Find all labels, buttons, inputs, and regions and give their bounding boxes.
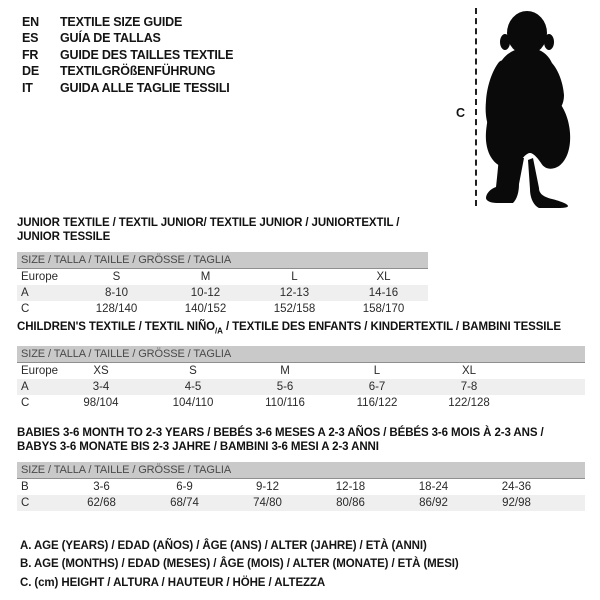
row-label-cell: Europe — [21, 365, 59, 378]
table-row-age — [17, 379, 585, 395]
children-title-sub: /A — [215, 326, 223, 336]
row-label-cell: C — [21, 303, 30, 315]
table-row-europe — [17, 363, 585, 379]
value-cell: 24-36 — [501, 481, 532, 493]
language-row-es — [22, 30, 233, 46]
value-cell: 10-12 — [190, 287, 221, 299]
value-cell: 3-4 — [92, 381, 110, 394]
language-row-en — [22, 14, 233, 30]
value-cell: 152/158 — [273, 303, 316, 315]
value-cell: 4-5 — [184, 381, 202, 394]
junior-size-table — [17, 269, 428, 317]
guide-title-es: GUÍA DE TALLAS — [60, 31, 161, 46]
size-cell: L — [291, 271, 298, 283]
value-cell: 8-10 — [104, 287, 129, 299]
baby-silhouette-icon — [483, 8, 575, 208]
value-cell: 9-12 — [255, 481, 280, 493]
baby-height-figure — [450, 6, 595, 214]
value-cell: 12-18 — [335, 481, 366, 493]
size-header-bar: SIZE / TALLA / TAILLE / GRÖSSE / TAGLIA — [17, 252, 428, 269]
row-label-cell: B — [21, 481, 29, 493]
language-code: DE — [22, 64, 39, 79]
language-code: ES — [22, 31, 39, 46]
row-label-cell: Europe — [21, 271, 59, 283]
value-cell: 62/68 — [87, 497, 116, 509]
babies-title-line1: BABIES 3-6 MONTH TO 2-3 YEARS / BEBÉS 3-6 MESES A 2-3 AÑOS / BÉBÉS 3-6 MOIS À 2-3 ANS / — [17, 427, 544, 439]
value-cell: 92/98 — [502, 497, 531, 509]
value-cell: 68/74 — [170, 497, 199, 509]
children-title-prefix: CHILDREN'S TEXTILE / TEXTIL NIÑO — [17, 321, 216, 333]
row-label-cell: A — [21, 287, 29, 299]
table-row-europe — [17, 269, 428, 285]
value-cell: 122/128 — [448, 397, 490, 410]
children-size-table — [17, 363, 585, 411]
value-cell: 86/92 — [419, 497, 448, 509]
language-row-de — [22, 63, 233, 79]
junior-table-title: JUNIOR TEXTILE / TEXTIL JUNIOR/ TEXTILE JUNIOR / JUNIORTEXTIL / JUNIOR TESSILE — [17, 217, 400, 243]
value-cell: 98/104 — [83, 397, 119, 410]
language-title-list — [22, 14, 233, 96]
value-cell: 74/80 — [253, 497, 282, 509]
language-row-fr — [22, 47, 233, 63]
babies-textile-section — [17, 426, 585, 511]
height-measure-label: C — [456, 106, 466, 120]
size-cell: XL — [461, 365, 477, 378]
language-row-it — [22, 80, 233, 96]
filler-cell — [558, 479, 585, 495]
children-table-title — [17, 320, 585, 338]
size-cell: M — [200, 271, 211, 283]
value-cell: 104/110 — [172, 397, 214, 410]
guide-title-fr: GUIDE DES TAILLES TEXTILE — [60, 47, 234, 62]
babies-table-title — [17, 426, 585, 454]
note-age-months: B. AGE (MONTHS) / EDAD (MESES) / ÂGE (MOIS) / ALTER (MONATE) / ETÀ (MESI) — [20, 558, 459, 571]
value-cell: 7-8 — [460, 381, 478, 394]
value-cell: 12-13 — [279, 287, 310, 299]
guide-title-it: GUIDA ALLE TAGLIE TESSILI — [60, 80, 230, 95]
filler-cell — [515, 379, 585, 395]
row-label-cell: C — [21, 497, 30, 509]
legend-notes — [20, 537, 459, 592]
filler-cell — [558, 495, 585, 511]
value-cell: 3-6 — [93, 481, 110, 493]
babies-size-table — [17, 479, 585, 511]
value-cell: 5-6 — [276, 381, 294, 394]
row-label-cell: A — [21, 381, 29, 394]
value-cell: 6-7 — [368, 381, 386, 394]
table-row-height — [17, 395, 585, 411]
language-code: FR — [22, 47, 39, 62]
size-cell: XL — [376, 271, 391, 283]
note-age-years: A. AGE (YEARS) / EDAD (AÑOS) / ÂGE (ANS) / ALTER (JAHRE) / ETÀ (ANNI) — [20, 540, 427, 552]
value-cell: 128/140 — [95, 303, 138, 315]
size-cell: S — [189, 365, 197, 378]
children-textile-section — [17, 320, 585, 411]
size-cell: L — [373, 365, 381, 378]
guide-title-en: TEXTILE SIZE GUIDE — [60, 15, 183, 29]
size-header-bar: SIZE / TALLA / TAILLE / GRÖSSE / TAGLIA — [17, 462, 585, 479]
table-row-height — [17, 301, 428, 317]
value-cell: 6-9 — [176, 481, 193, 493]
babies-title-line2: BABYS 3-6 MONATE BIS 2-3 JAHRE / BAMBINI 3-6 MESI A 2-3 ANNI — [17, 441, 379, 453]
value-cell: 116/122 — [356, 397, 398, 410]
junior-textile-section — [17, 216, 428, 317]
row-label-cell: C — [21, 397, 30, 410]
value-cell: 80/86 — [336, 497, 365, 509]
value-cell: 18-24 — [418, 481, 449, 493]
filler-cell — [515, 395, 585, 411]
note-height-cm: C. (cm) HEIGHT / ALTURA / HAUTEUR / HÖHE / ALTEZZA — [20, 576, 326, 589]
children-title-suffix: / TEXTILE DES ENFANTS / KINDERTEXTIL / BAMBINI TESSILE — [222, 321, 561, 333]
size-cell: M — [280, 365, 290, 378]
value-cell: 140/152 — [184, 303, 227, 315]
language-code: IT — [22, 80, 33, 95]
size-cell: XS — [93, 365, 109, 378]
table-row-height — [17, 495, 585, 511]
value-cell: 14-16 — [368, 287, 399, 299]
table-row-age — [17, 285, 428, 301]
height-dashed-line — [475, 8, 477, 206]
table-row-months — [17, 479, 585, 495]
value-cell: 110/116 — [265, 397, 305, 410]
language-code: EN — [22, 15, 39, 29]
guide-title-de: TEXTILGRÖßENFÜHRUNG — [60, 64, 216, 79]
value-cell: 158/170 — [362, 303, 405, 315]
size-cell: S — [112, 271, 121, 283]
filler-cell — [515, 363, 585, 379]
size-header-bar: SIZE / TALLA / TAILLE / GRÖSSE / TAGLIA — [17, 346, 585, 363]
